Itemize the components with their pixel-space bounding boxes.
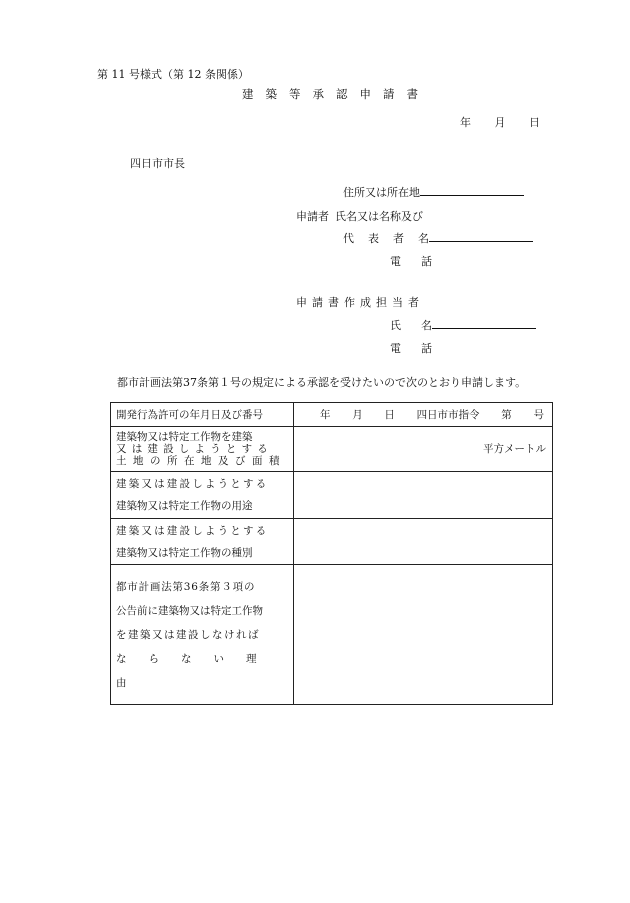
preparer-heading: 申請書作成担当者	[296, 296, 424, 309]
permit-date-label-cell	[111, 403, 294, 427]
address-row	[343, 184, 524, 200]
name-label: 氏名又は名称及び	[335, 210, 423, 223]
permit-day-label: 日	[384, 409, 395, 421]
preparer-name-row	[390, 317, 536, 333]
representative-row	[343, 230, 533, 246]
land-location-label-line3: 土地の所在地及び面積	[116, 455, 286, 467]
permit-month-label: 月	[352, 409, 363, 421]
application-date	[460, 114, 540, 130]
date-year-label: 年	[460, 116, 471, 129]
applicant-label: 申請者	[296, 210, 329, 223]
purpose-label-line2: 建築物又は特定工作物の用途	[116, 500, 253, 512]
date-day-label: 日	[529, 116, 540, 129]
purpose-label-cell	[111, 472, 294, 519]
applicant-phone-label: 電話	[390, 255, 452, 268]
addressee: 四日市市長	[130, 157, 185, 170]
purpose-value-cell[interactable]	[294, 472, 553, 519]
table-row	[111, 403, 553, 427]
form-number: 第 11 号様式（第 12 条関係）	[97, 68, 249, 81]
reason-label-line4: ならない理由	[116, 652, 279, 689]
table-row	[111, 427, 553, 472]
address-label: 住所又は所在地	[343, 186, 420, 199]
land-location-value-cell[interactable]	[294, 427, 553, 472]
representative-label: 代表者名	[343, 232, 443, 245]
reason-label-cell	[111, 565, 294, 705]
type-label-line1: 建築又は建設しようとする	[116, 524, 269, 537]
purpose-label-line1: 建築又は建設しようとする	[116, 478, 269, 490]
permit-date-label: 開発行為許可の年月日及び番号	[116, 408, 263, 421]
preparer-phone-label: 電話	[390, 342, 452, 355]
permit-number-prefix: 第	[501, 409, 512, 421]
table-row	[111, 472, 553, 519]
reason-label-line2: 公告前に建築物又は特定工作物	[116, 604, 263, 617]
representative-input-line[interactable]	[429, 230, 533, 242]
reason-label-line3: を建築又は建設しなければ	[116, 628, 260, 641]
reason-label-line1: 都市計画法第36条第３項の	[116, 580, 256, 593]
table-row	[111, 519, 553, 565]
permit-issuer-label: 四日市市指令	[416, 409, 480, 421]
application-statement: 都市計画法第37条第１号の規定による承認を受けたいので次のとおり申請します。	[117, 376, 527, 389]
document-title: 建築等承認申請書	[242, 87, 430, 101]
permit-number-suffix: 号	[533, 409, 544, 421]
permit-year-label: 年	[320, 409, 331, 421]
type-label-line2: 建築物又は特定工作物の種別	[116, 546, 253, 559]
type-value-cell[interactable]	[294, 519, 553, 565]
land-location-label-line2: 又は建設しようとする	[116, 443, 273, 455]
reason-value-cell[interactable]	[294, 565, 553, 705]
table-row	[111, 565, 553, 705]
permit-date-value-cell[interactable]	[294, 403, 553, 427]
preparer-name-input-line[interactable]	[432, 317, 536, 329]
type-label-cell	[111, 519, 294, 565]
preparer-name-label: 氏名	[390, 319, 452, 332]
address-input-line[interactable]	[420, 184, 524, 196]
applicant-name-row	[296, 208, 423, 224]
application-table	[110, 402, 553, 705]
area-unit-label: 平方メートル	[483, 443, 546, 455]
land-location-label-line1: 建築物又は特定工作物を建築	[116, 431, 253, 443]
land-location-label-cell	[111, 427, 294, 472]
date-month-label: 月	[494, 116, 506, 129]
